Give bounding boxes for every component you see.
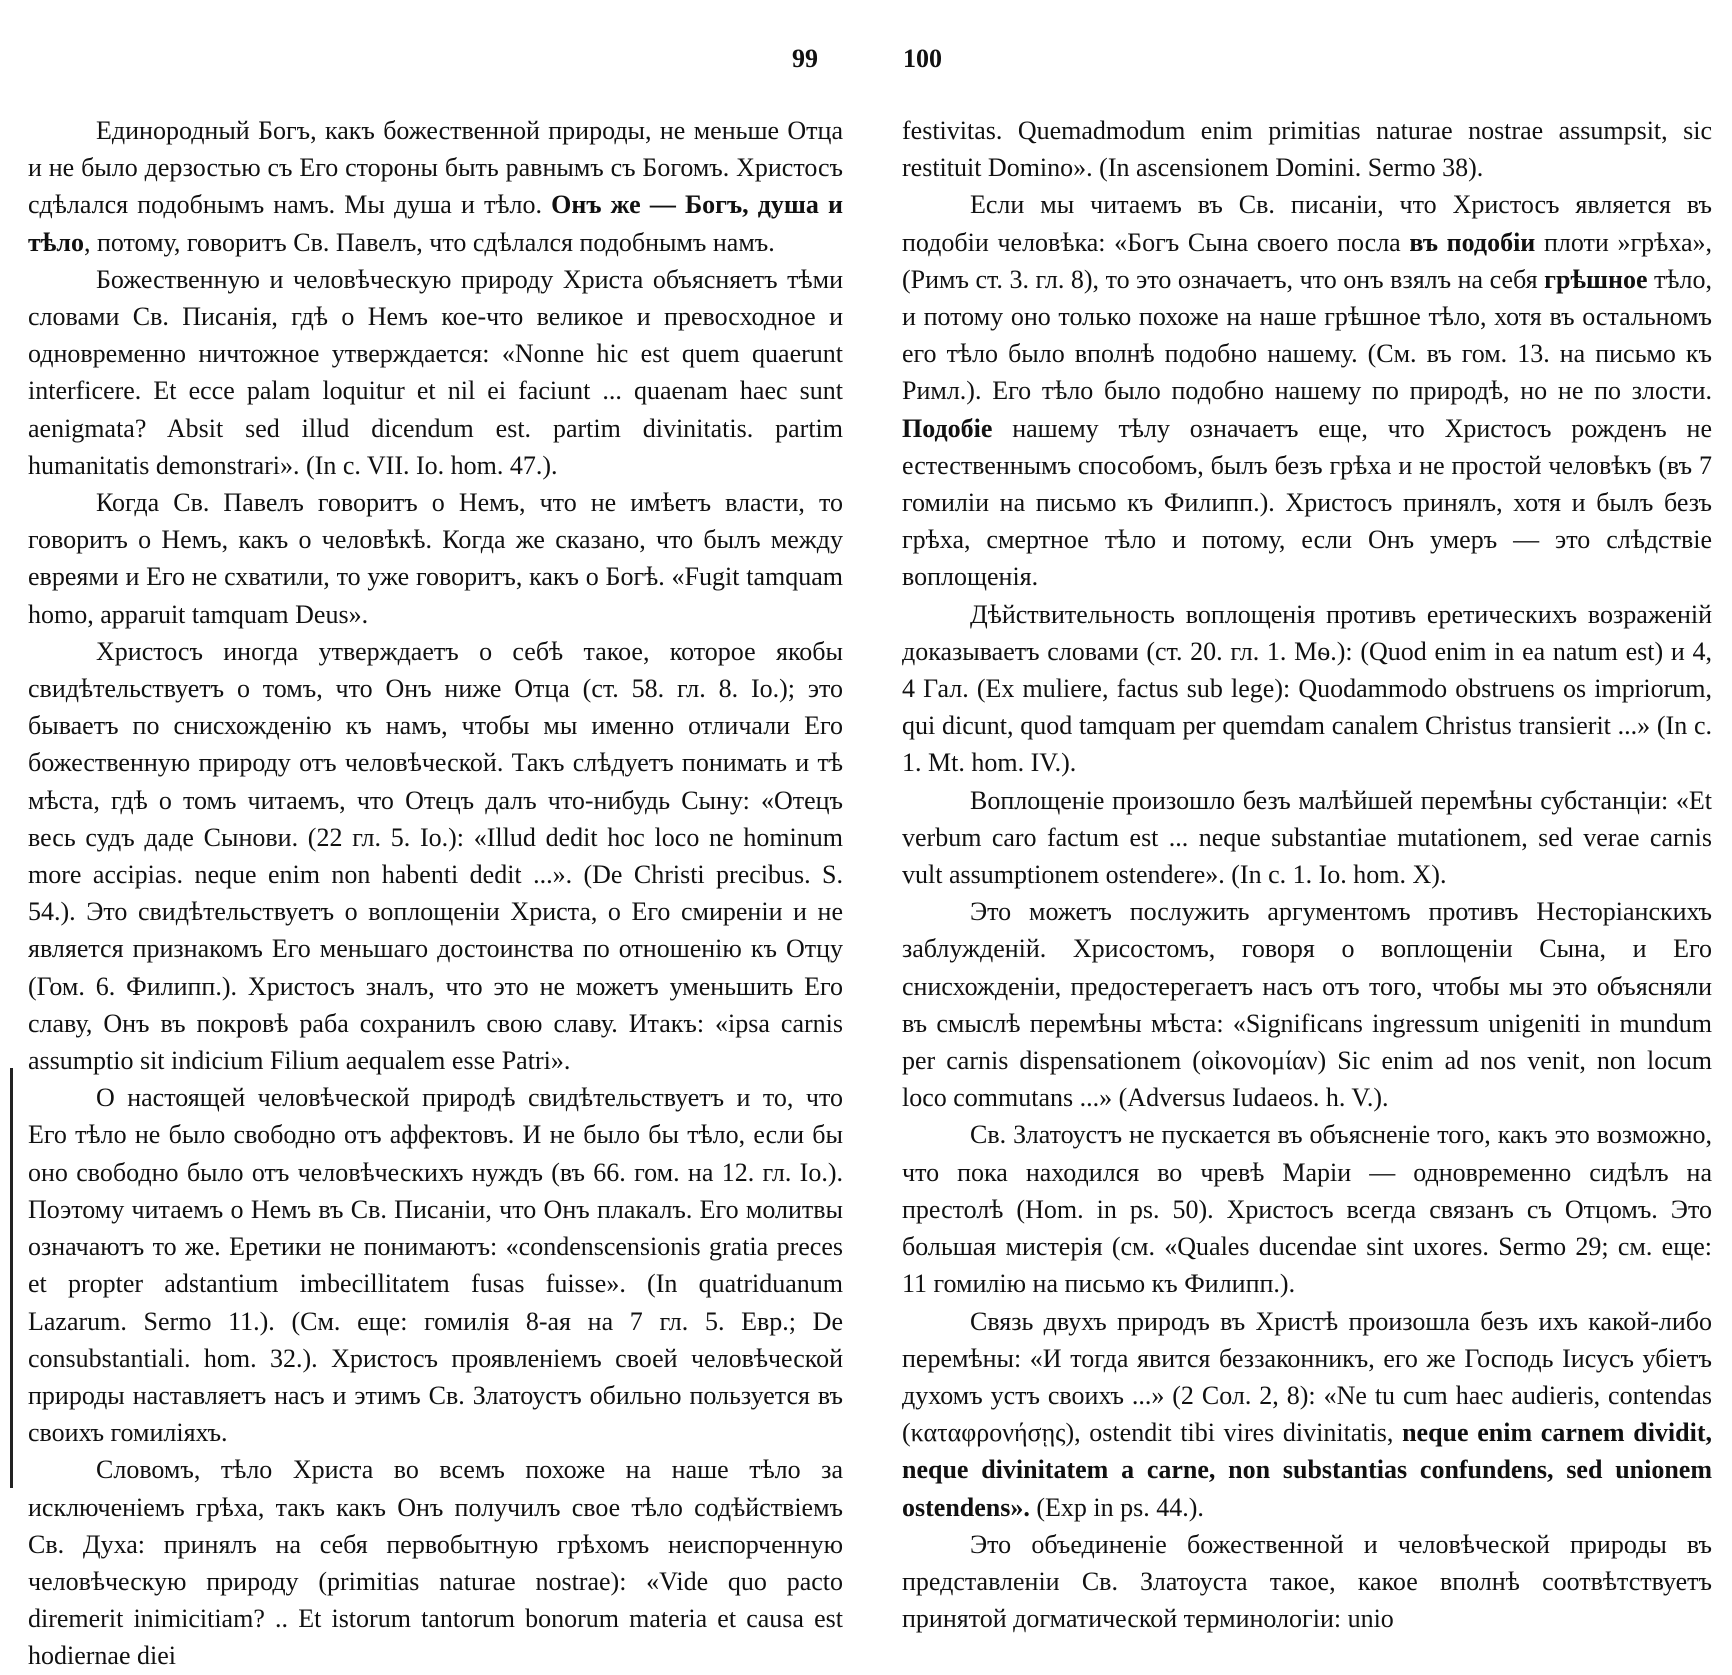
bold-text-run: neque enim carnem dividit, neque divinitatem a carne, non substantias confundens, sed unionem ostendens». [902,1418,1712,1522]
paragraph [902,1526,1712,1638]
paragraph [28,112,843,261]
paragraph [902,782,1712,894]
text-run: Это объединеніе божественной и человѣческой природы въ представленіи Св. Златоуста такое, какое вполнѣ соотвѣтствуетъ принятой догматической терминологіи: unio [902,1529,1712,1634]
paragraph [28,1451,843,1674]
paragraph [28,1079,843,1451]
text-run: Связь двухъ природъ въ Христѣ произошла безъ ихъ какой-либо перемѣны: «И тогда явится беззаконникъ, его же Господь Іисусъ убіетъ духомъ устъ своихъ ...» (2 Сол. 2, 8): «Ne tu cum haec audieris, contendas (καταφρονήσῃς), ostendit tibi vires divinitatis, [902,1306,1712,1448]
paragraph [902,112,1712,186]
text-run: (Exp in ps. 44.). [1029,1492,1204,1522]
left-page-column [28,112,843,1675]
bold-text-run: грѣшное [1544,264,1648,294]
bold-text-run: въ подобіи [1409,227,1536,257]
text-run: Божественную и человѣческую природу Христа объясняетъ тѣми словами Св. Писанія, гдѣ о Немъ кое-что великое и превосходное и одновременно ничтожное утверждается: «Nonne hic est quem quaerunt interficere. Et ecce palam loquitur et nil ei faciunt ... quaenam haec sunt aenigmata? Absit sed illud dicendum est. partim divinitatis. partim humanitatis demonstrari». (In c. VII. Io. hom. 47.). [28,264,843,480]
paragraph [902,893,1712,1116]
text-run: , потому, говоритъ Св. Павелъ, что сдѣлался подобнымъ намъ. [83,227,775,257]
text-run: Если мы читаемъ въ Св. писаніи, что Христосъ является въ подобіи человѣка: «Богъ Сына своего посла [902,190,1712,257]
margin-rule [10,1068,13,1488]
page-number-right: 100 [903,44,942,73]
text-run: Когда Св. Павелъ говоритъ о Немъ, что не имѣетъ власти, то говоритъ о Немъ, какъ о человѣкѣ. Когда же сказано, что былъ между евреями и Его не схватили, то уже говоритъ, какъ о Богѣ. «Fugit tamquam homo, apparuit tamquam Deus». [28,488,843,629]
text-run: Единородный Богъ, какъ божественной природы, не меньше Отца и не было дерзостью съ Его стороны быть равнымъ съ Богомъ. Христосъ сдѣлался подобнымъ намъ. Мы душа и тѣло. [28,116,843,220]
text-run: плоти »грѣха», (Римъ ст. 3. гл. 8), то это означаетъ, что онъ взялъ на себя [902,227,1712,294]
paragraph [28,633,843,1079]
paragraph [902,1303,1712,1526]
text-run: тѣло, и потому оно только похоже на наше грѣшное тѣло, хотя въ остальномъ его тѣло было вполнѣ подобно нашему. (См. въ гом. 13. на письмо къ Римл.). Его тѣло было подобно нашему по природѣ, но не по злости. [902,264,1712,406]
text-run: нашему тѣлу означаетъ еще, что Христосъ рожденъ не естественнымъ способомъ, былъ безъ грѣха и не простой человѣкъ (въ 7 гомиліи на письмо къ Филипп.). Христосъ принялъ, хотя и былъ безъ грѣха, смертное тѣло и потому, если Онъ умеръ — это слѣдствіе воплощенія. [902,413,1712,592]
text-run: festivitas. Quemadmodum enim primitias naturae nostrae assumpsit, sic restituit Domino». (In ascensionem Domini. Sermo 38). [902,116,1712,183]
text-run: Св. Златоустъ не пускается въ объясненіе того, какъ это возможно, что пока находился во чревѣ Маріи — одновременно сидѣлъ на престолѣ (Hom. in ps. 50). Христосъ всегда связанъ съ Отцомъ. Это большая мистерія (см. «Quales ducendae sint uxores. Sermo 29; см. еще: 11 гомилію на письмо къ Филипп.). [902,1120,1712,1299]
text-run: О настоящей человѣческой природѣ свидѣтельствуетъ и то, что Его тѣло не было свободно отъ аффектовъ. И не было бы тѣло, если бы оно свободно было отъ человѣческихъ нуждъ (въ 66. гом. на 12. гл. Io.). Поэтому читаемъ о Немъ въ Св. Писаніи, что Онъ плакалъ. Его молитвы означаютъ то же. Еретики не понимаютъ: «condenscensionis gratia preces et propter adstantium imbecillitatem fusas fuisse». (In quatriduanum Lazarum. Sermo 11.). (См. еще: гомилія 8-ая на 7 гл. 5. Евр.; De consubstantiali. hom. 32.). Христосъ проявленіемъ своей человѣческой природы наставляетъ насъ и этимъ Св. Златоустъ обильно пользуется въ своихъ гомиліяхъ. [28,1083,843,1448]
paragraph [902,186,1712,595]
bold-text-run: Подобіе [902,413,993,443]
paragraph [902,1116,1712,1302]
text-run: Это можетъ послужить аргументомъ противъ Несторіанскихъ заблужденій. Хрисостомъ, говоря о воплощеніи Сына, и Его снисхожденіи, предостерегаетъ насъ отъ того, чтобы мы это объясняли въ смыслѣ перемѣны мѣста: «Significans ingressum unigeniti in mundum per carnis dispensationem (οἰκονομίαν) Sic enim ad nos venit, non locum loco commutans ...» (Adversus Iudaeos. h. V.). [902,897,1712,1113]
bold-text-run: Онъ же — Богъ, душа и тѣло [28,190,843,257]
right-page-column [902,112,1712,1637]
text-run: Воплощеніе произошло безъ малѣйшей перемѣны субстанціи: «Et verbum caro factum est ... neque substantiae mutationem, sed verae carnis vult assumptionem ostendere». (In c. 1. Io. hom. X). [902,785,1712,890]
text-run: Дѣйствительность воплощенія противъ еретическихъ возраженій доказываетъ словами (ст. 20. гл. 1. Мѳ.): (Quod enim in ea natum est) и 4, 4 Гал. (Ex muliere, factus sub lege): Quodammodo obstruens os impriorum, qui dicunt, quod tamquam per quemdam canalem Christus transierit ...» (In c. 1. Mt. hom. IV.). [902,599,1712,778]
paragraph [902,596,1712,782]
paragraph [28,261,843,484]
text-run: Словомъ, тѣло Христа во всемъ похоже на наше тѣло за исключеніемъ грѣха, такъ какъ Онъ получилъ свое тѣло содѣйствіемъ Св. Духа: принялъ на себя первобытную грѣхомъ неиспорченную человѣческую природу (primitias naturae nostrae): «Vide quo pacto diremerit inimicitiam? .. Et istorum tantorum bonorum materia et causa est hodiernae diei [28,1455,843,1671]
page-number-left: 99 [792,44,818,73]
text-run: Христосъ иногда утверждаетъ о себѣ такое, которое якобы свидѣтельствуетъ о томъ, что Онъ ниже Отца (ст. 58. гл. 8. Io.); это бываетъ по снисхожденію къ намъ, чтобы мы именно отличали Его божественную природу отъ человѣческой. Такъ слѣдуетъ понимать и тѣ мѣста, гдѣ о томъ читаемъ, что Отецъ далъ что-нибудь Сыну: «Отецъ весь судъ даде Сынови. (22 гл. 5. Io.): «Illud dedit hoc loco ne hominum more accipias. neque enim non habenti dedit ...». (De Christi precibus. S. 54.). Это свидѣтельствуетъ о воплощеніи Христа, о Его смиреніи и не является признакомъ Его меньшаго достоинства по отношенію къ Отцу (Гом. 6. Филипп.). Христосъ зналъ, что это не можетъ уменьшить Его славу, Онъ въ покровѣ раба сохранилъ свою славу. Итакъ: «ipsa carnis assumptio sit indicium Filium aequalem esse Patri». [28,636,843,1076]
paragraph [28,484,843,633]
